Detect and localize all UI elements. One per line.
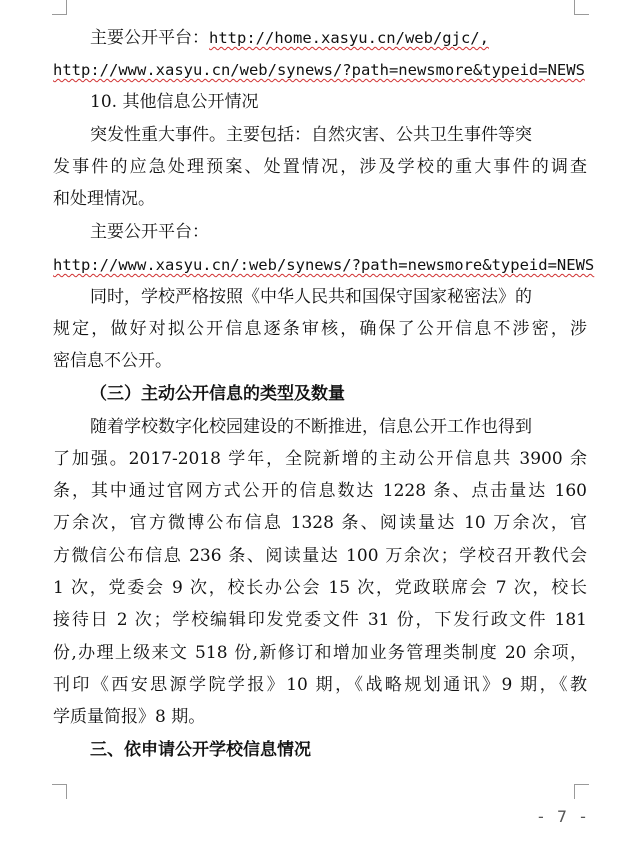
url-line <box>53 59 587 81</box>
crop-mark-top-left <box>52 0 67 15</box>
platform-url-synews[interactable]: http://www.xasyu.cn/web/synews/?path=newsmore&typeid=NEWS <box>53 61 585 79</box>
platform-label: 主要公开平台： <box>90 28 209 48</box>
page-number: - 7 - <box>538 807 590 826</box>
platform-url-synews-2[interactable]: http://www.xasyu.cn/:web/synews/?path=newsmore&typeid=NEWS <box>53 256 595 274</box>
section-heading: 三、依申请公开学校信息情况 <box>90 740 311 760</box>
crop-mark-bottom-right <box>574 784 589 799</box>
paragraph-line: 1 次，党委会 9 次，校长办公会 15 次，党政联席会 7 次，校长 <box>53 578 587 598</box>
platform-label-2: 主要公开平台： <box>90 222 209 242</box>
paragraph-line: 突发性重大事件。主要包括：自然灾害、公共卫生事件等突 <box>90 125 532 145</box>
paragraph-line: 和处理情况。 <box>53 189 155 209</box>
paragraph-line: 万余次，官方微博公布信息 1328 条、阅读量达 10 万余次，官 <box>53 513 587 533</box>
paragraph-line: 条，其中通过官网方式公开的信息数达 1228 条、点击量达 160 <box>53 481 587 501</box>
paragraph-line: 密信息不公开。 <box>53 351 172 371</box>
paragraph-line: 方微信公布信息 236 条、阅读量达 100 万余次；学校召开教代会 <box>53 546 587 566</box>
subsection-heading: （三）主动公开信息的类型及数量 <box>90 384 345 404</box>
crop-mark-top-right <box>574 0 589 15</box>
paragraph-line: 同时，学校严格按照《中华人民共和国保守国家秘密法》的 <box>90 287 532 307</box>
paragraph-line: 刊印《西安思源学院学报》10 期，《战略规划通讯》9 期，《教 <box>53 675 587 695</box>
paragraph-line: 随着学校数字化校园建设的不断推进，信息公开工作也得到 <box>90 417 532 437</box>
paragraph-line: 发事件的应急处理预案、处置情况，涉及学校的重大事件的调查 <box>53 157 587 177</box>
platform-line-1 <box>90 27 489 49</box>
paragraph-line: 学质量简报》8 期。 <box>53 707 206 727</box>
section-10-title: 10. 其他信息公开情况 <box>90 92 259 112</box>
url-line-2 <box>53 254 595 276</box>
paragraph-line: 接待日 2 次；学校编辑印发党委文件 31 份，下发行政文件 181 <box>53 610 587 630</box>
paragraph-line: 份,办理上级来文 518 份,新修订和增加业务管理类制度 20 余项， <box>53 643 587 663</box>
platform-url-home[interactable]: http://home.xasyu.cn/web/gjc/, <box>209 29 489 47</box>
crop-mark-bottom-left <box>52 784 67 799</box>
paragraph-line: 了加强。2017-2018 学年，全院新增的主动公开信息共 3900 余 <box>53 449 587 469</box>
paragraph-line: 规定，做好对拟公开信息逐条审核，确保了公开信息不涉密，涉 <box>53 319 587 339</box>
